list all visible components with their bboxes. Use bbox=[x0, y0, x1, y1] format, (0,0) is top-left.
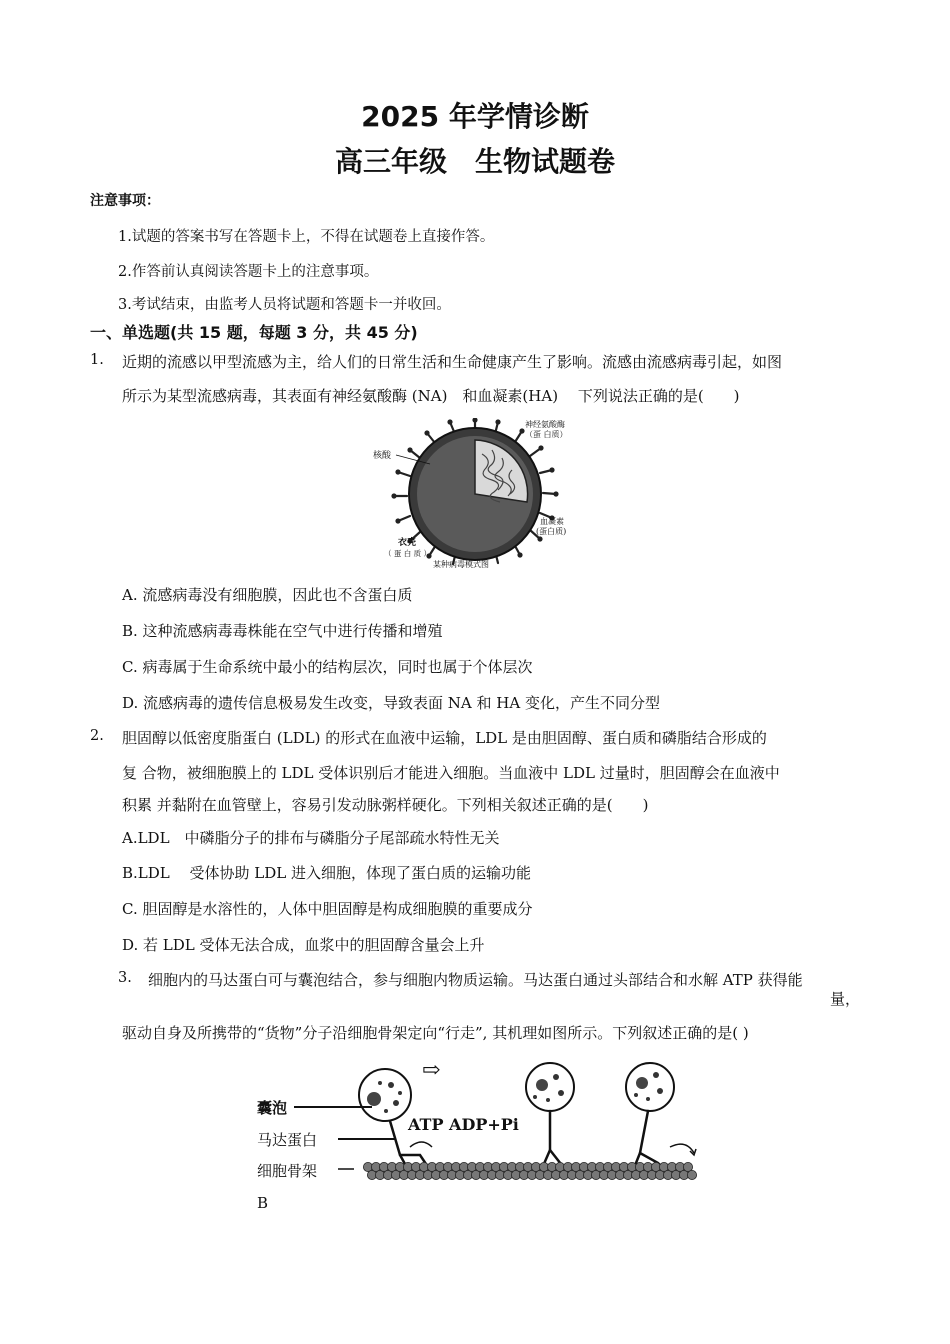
question-1-number: 1. bbox=[90, 352, 104, 368]
virus-label-ha-1: 血凝素 bbox=[540, 517, 564, 526]
vesicle-2 bbox=[526, 1063, 574, 1111]
vesicle-1 bbox=[359, 1069, 411, 1121]
direction-arrow-icon: ⇨ bbox=[422, 1058, 441, 1083]
virus-label-capsid-1: 衣壳 bbox=[398, 538, 417, 548]
question-3-line1-tail: 量， bbox=[829, 990, 860, 1008]
question-1-option-d: D. 流感病毒的遗传信息极易发生改变，导致表面 NA 和 HA 变化，产生不同分型 bbox=[122, 694, 660, 712]
virus-caption: 某种病毒模式图 bbox=[433, 560, 489, 569]
question-2-option-c: C. 胆固醇是水溶性的，人体中胆固醇是构成细胞膜的重要成分 bbox=[122, 900, 533, 918]
virus-label-capsid-2: （ 蛋 白 质 ） bbox=[384, 549, 432, 558]
question-1-line2: 所示为某型流感病毒，其表面有神经氨酸酶 (NA) 和血凝素(HA) 下列说法正确的是( ) bbox=[122, 387, 740, 405]
label-atp-reaction: ATP ADP+Pi bbox=[408, 1115, 519, 1134]
question-3-number: 3. bbox=[118, 970, 132, 986]
question-1-option-b: B. 这种流感病毒毒株能在空气中进行传播和增殖 bbox=[122, 622, 443, 640]
question-2-number: 2. bbox=[90, 728, 104, 744]
question-1-option-a: A. 流感病毒没有细胞膜，因此也不含蛋白质 bbox=[122, 586, 413, 604]
notice-item-3: 3.考试结束，由监考人员将试题和答题卡一并收回。 bbox=[118, 297, 451, 313]
exam-title-line1: 2025 年学情诊断 bbox=[361, 100, 589, 133]
virus-diagram bbox=[370, 418, 580, 570]
virus-label-na-2: （蛋 白质） bbox=[525, 430, 568, 439]
notice-item-1: 1.试题的答案书写在答题卡上，不得在试题卷上直接作答。 bbox=[118, 229, 495, 245]
motor-protein-diagram bbox=[250, 1055, 700, 1215]
question-2-line3: 积累 并黏附在血管壁上，容易引发动脉粥样硬化。下列相关叙述正确的是( ) bbox=[122, 796, 649, 814]
label-b: B bbox=[257, 1194, 269, 1212]
label-motor-protein: 马达蛋白 bbox=[257, 1131, 318, 1149]
notice-heading: 注意事项： bbox=[90, 193, 160, 209]
cytoskeleton-bead bbox=[687, 1170, 696, 1179]
virus-label-nucleic: 核酸 bbox=[373, 451, 392, 461]
notice-item-2: 2.作答前认真阅读答题卡上的注意事项。 bbox=[118, 264, 379, 280]
section-title-single-choice: 一、单选题(共 15 题，每题 3 分，共 45 分) bbox=[90, 323, 418, 342]
question-3-line2: 驱动自身及所携带的“货物”分子沿细胞骨架定向“行走”, 其机理如图所示。下列叙述正确的是( ) bbox=[122, 1024, 749, 1042]
virus-label-ha-2: (蛋白质) bbox=[536, 527, 567, 536]
virus-label-na-1: 神经氨酸酶 bbox=[525, 420, 565, 429]
question-2-option-d: D. 若 LDL 受体无法合成，血浆中的胆固醇含量会上升 bbox=[122, 936, 485, 954]
question-1-line1: 近期的流感以甲型流感为主，给人们的日常生活和生命健康产生了影响。流感由流感病毒引起，如图 bbox=[122, 353, 783, 371]
question-2-line1: 胆固醇以低密度脂蛋白 (LDL) 的形式在血液中运输，LDL 是由胆固醇、蛋白质和磷脂结合形成的 bbox=[122, 729, 767, 747]
label-cytoskeleton: 细胞骨架 bbox=[257, 1162, 318, 1180]
question-2-line2: 复 合物，被细胞膜上的 LDL 受体识别后才能进入细胞。当血液中 LDL 过量时，胆固醇会在血液中 bbox=[122, 764, 780, 782]
question-2-option-a: A.LDL 中磷脂分子的排布与磷脂分子尾部疏水特性无关 bbox=[122, 829, 500, 847]
label-vesicle: 囊泡 bbox=[257, 1099, 288, 1117]
exam-title-line2: 高三年级 生物试题卷 bbox=[334, 145, 615, 178]
question-2-option-b: B.LDL 受体协助 LDL 进入细胞，体现了蛋白质的运输功能 bbox=[122, 864, 531, 882]
cytoskeleton-filament bbox=[363, 1162, 696, 1179]
question-1-option-c: C. 病毒属于生命系统中最小的结构层次，同时也属于个体层次 bbox=[122, 658, 533, 676]
question-3-line1: 细胞内的马达蛋白可与囊泡结合，参与细胞内物质运输。马达蛋白通过头部结合和水解 ATP 获得能 bbox=[148, 971, 803, 989]
vesicle-3 bbox=[626, 1063, 674, 1111]
